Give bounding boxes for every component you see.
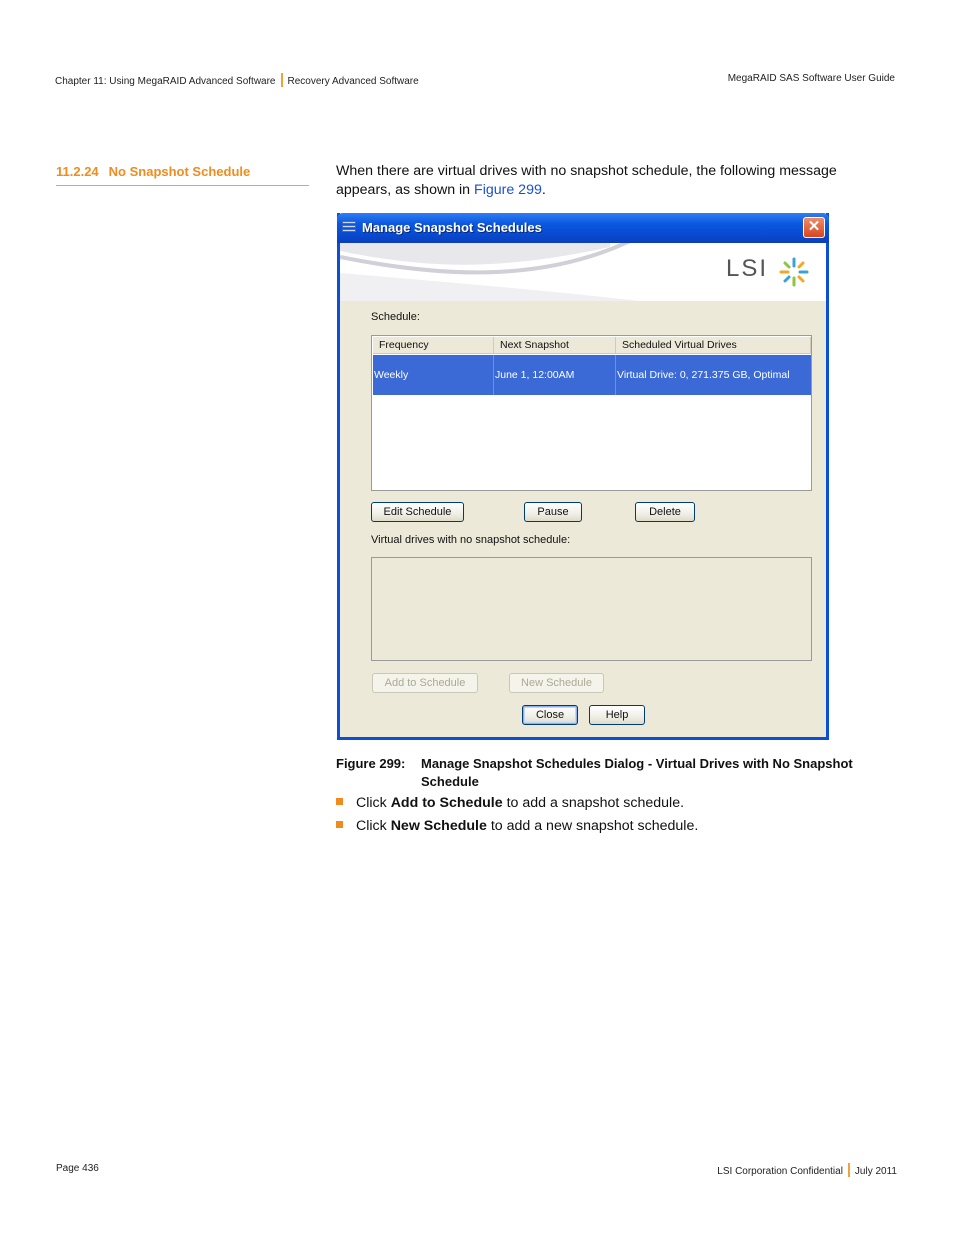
footer-date: July 2011 bbox=[854, 1166, 897, 1177]
pause-button[interactable]: Pause bbox=[524, 502, 582, 522]
schedule-label: Schedule: bbox=[371, 311, 420, 323]
running-header-left bbox=[55, 73, 419, 87]
help-button[interactable]: Help bbox=[589, 705, 645, 725]
dialog-banner bbox=[340, 243, 826, 301]
delete-button[interactable]: Delete bbox=[635, 502, 695, 522]
section-title: No Snapshot Schedule bbox=[108, 164, 251, 179]
header-section: Recovery Advanced Software bbox=[287, 76, 419, 87]
intro-text-end: . bbox=[541, 182, 546, 198]
intro-paragraph bbox=[336, 162, 876, 200]
schedule-table bbox=[371, 335, 812, 491]
bullet-text-end: to add a new snapshot schedule. bbox=[486, 818, 699, 834]
bullet-square-icon bbox=[336, 798, 343, 805]
table-row[interactable] bbox=[373, 355, 811, 395]
cell-next-snapshot: June 1, 12:00AM bbox=[494, 355, 616, 395]
table-header bbox=[373, 337, 810, 354]
footer-right bbox=[717, 1163, 897, 1177]
column-header-frequency[interactable]: Frequency bbox=[373, 337, 494, 354]
database-icon bbox=[342, 221, 356, 235]
dialog-title: Manage Snapshot Schedules bbox=[362, 220, 542, 235]
figure-link[interactable]: Figure 299 bbox=[474, 182, 542, 198]
list-item bbox=[336, 795, 684, 811]
section-heading bbox=[56, 164, 309, 186]
add-to-schedule-button[interactable]: Add to Schedule bbox=[372, 673, 478, 693]
header-separator bbox=[281, 73, 283, 87]
no-schedule-label: Virtual drives with no snapshot schedule: bbox=[371, 534, 571, 546]
no-schedule-list[interactable] bbox=[371, 557, 812, 661]
bullet-text: Click bbox=[356, 795, 391, 811]
bullet-text: Click bbox=[356, 818, 391, 834]
close-button[interactable]: Close bbox=[522, 705, 578, 725]
header-chapter: Chapter 11: Using MegaRAID Advanced Software bbox=[55, 76, 276, 87]
lsi-starburst-icon bbox=[779, 257, 809, 287]
cell-frequency: Weekly bbox=[373, 355, 494, 395]
intro-text: When there are virtual drives with no snapshot schedule, the following message appears, as shown in bbox=[336, 163, 837, 198]
list-item bbox=[336, 818, 698, 834]
lsi-logo-text: LSI bbox=[726, 255, 769, 282]
footer-separator bbox=[848, 1163, 850, 1177]
caption-text: Manage Snapshot Schedules Dialog - Virtual Drives with No Snapshot Schedule bbox=[421, 756, 853, 789]
caption-number: Figure 299: bbox=[336, 756, 406, 771]
dialog-titlebar[interactable] bbox=[337, 213, 829, 243]
bullet-text-end: to add a snapshot schedule. bbox=[502, 795, 685, 811]
column-header-next-snapshot[interactable]: Next Snapshot bbox=[494, 337, 616, 354]
cell-scheduled-drives: Virtual Drive: 0, 271.375 GB, Optimal bbox=[617, 369, 790, 381]
bullet-bold-term: Add to Schedule bbox=[390, 795, 503, 811]
footer-confidential: LSI Corporation Confidential bbox=[717, 1166, 843, 1177]
bullet-bold-term: New Schedule bbox=[390, 818, 487, 834]
new-schedule-button[interactable]: New Schedule bbox=[509, 673, 604, 693]
bullet-square-icon bbox=[336, 821, 343, 828]
header-guide-title: MegaRAID SAS Software User Guide bbox=[727, 73, 895, 84]
column-header-scheduled-drives[interactable]: Scheduled Virtual Drives bbox=[616, 337, 811, 354]
manage-snapshot-schedules-dialog bbox=[337, 213, 829, 740]
edit-schedule-button[interactable]: Edit Schedule bbox=[371, 502, 464, 522]
section-number: 11.2.24 bbox=[56, 164, 99, 179]
close-icon[interactable]: ✕ bbox=[803, 217, 825, 238]
page-number: Page 436 bbox=[56, 1163, 99, 1174]
